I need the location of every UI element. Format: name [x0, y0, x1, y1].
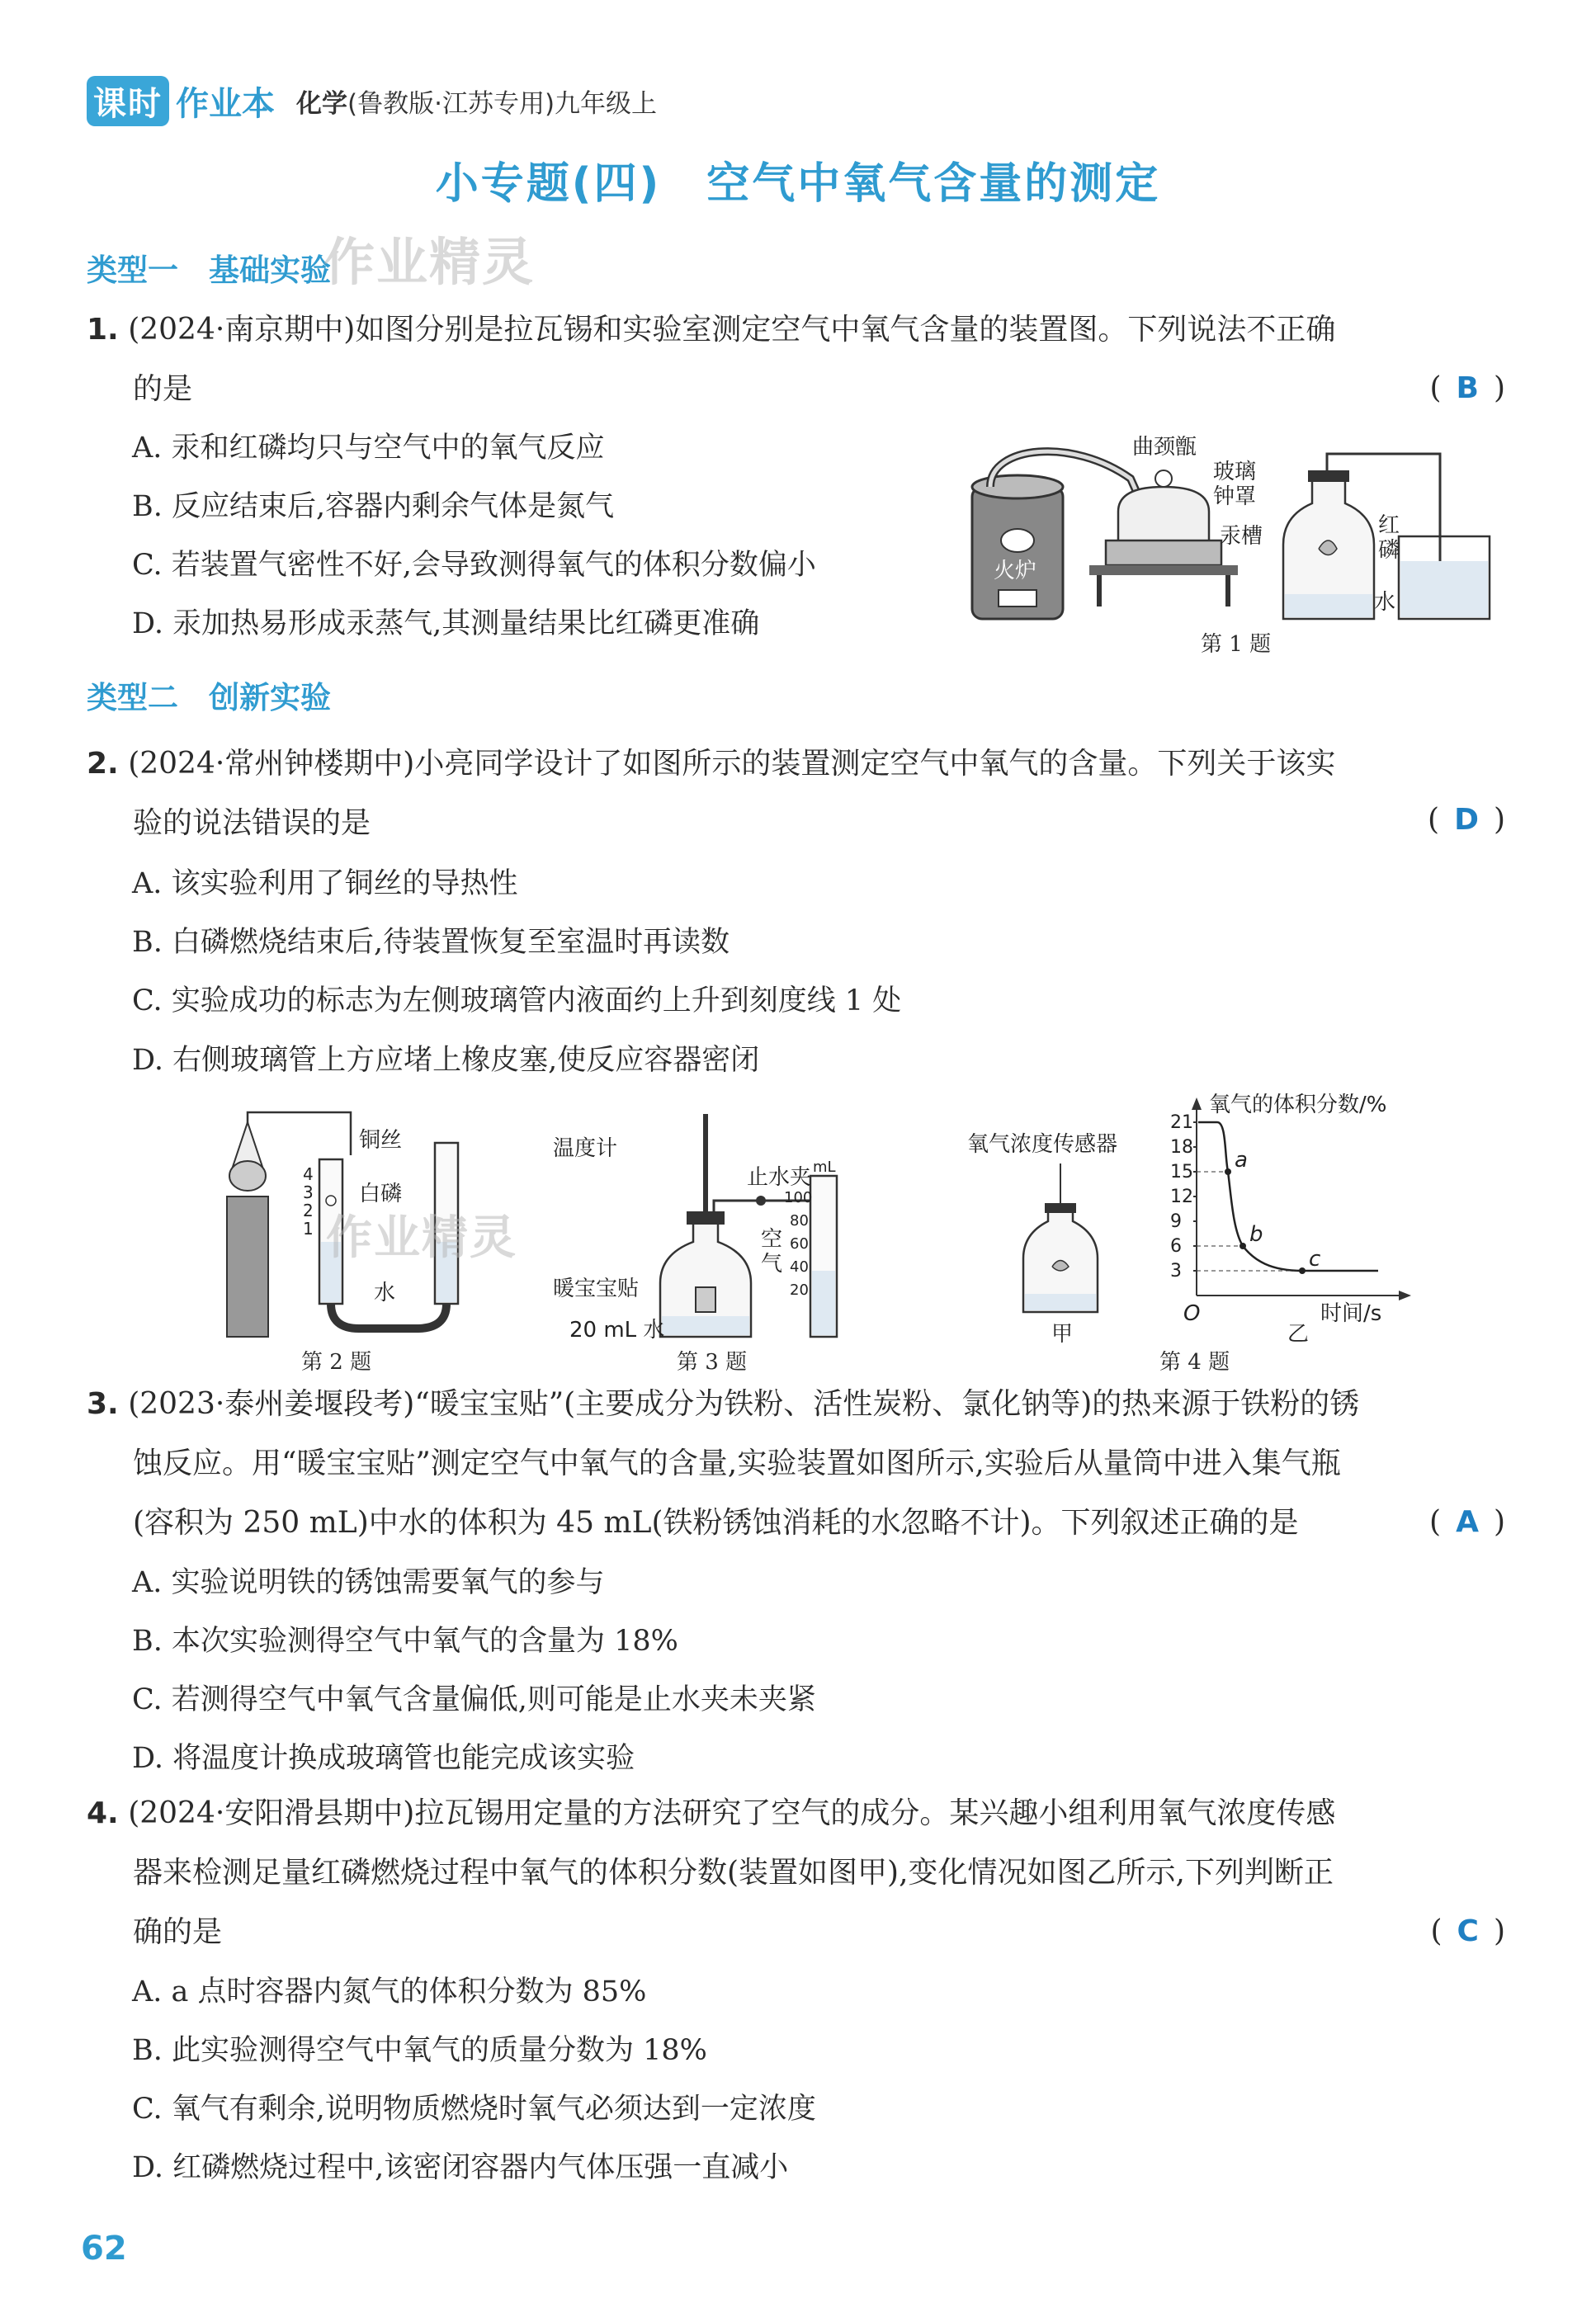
fig3-tick-100: 100 — [784, 1189, 813, 1206]
bell-jar-diagram — [1089, 435, 1263, 606]
fig3-water-label: 20 mL 水 — [569, 1318, 665, 1343]
fig1-phosphorus-label: 磷 — [1378, 538, 1400, 563]
option-3c: C. 若测得空气中氧气含量偏低,则可能是止水夹未夹紧 — [132, 1683, 816, 1716]
answer-3: ( A ) — [1429, 1505, 1505, 1539]
fig4-sensor-label: 氧气浓度传感器 — [967, 1132, 1118, 1157]
fig1-retort-label: 曲颈甑 — [1132, 435, 1197, 460]
option-3d: D. 将温度计换成玻璃管也能完成该实验 — [132, 1742, 635, 1775]
book-header — [87, 76, 657, 125]
option-2b: B. 白磷燃烧结束后,待装置恢复至室温时再读数 — [132, 926, 730, 959]
fig2-tick-3: 3 — [303, 1182, 314, 1202]
option-1d: D. 汞加热易形成汞蒸气,其测量结果比红磷更准确 — [132, 607, 760, 640]
chart-point-label-a: a — [1235, 1148, 1248, 1173]
fig4-sub-a: 甲 — [1051, 1322, 1074, 1345]
fig1-glass-label: 玻璃 — [1213, 460, 1257, 484]
fig2-phosphorus-label: 白磷 — [359, 1182, 403, 1206]
chart-point-b — [1239, 1243, 1246, 1249]
fig1-furnace-label: 火炉 — [994, 559, 1037, 583]
section-heading-1: 类型一 基础实验 — [87, 253, 331, 288]
fig3-unit: mL — [813, 1159, 836, 1176]
fig4-sub-b: 乙 — [1287, 1322, 1310, 1345]
option-3b: B. 本次实验测得空气中氧气的含量为 18% — [132, 1625, 678, 1658]
chart-y-tick-label: 9 — [1170, 1211, 1182, 1232]
chart-xlabel: 时间/s — [1320, 1301, 1382, 1326]
figure-3 — [545, 1106, 875, 1345]
chart-point-label-b: b — [1249, 1222, 1263, 1247]
option-4d: D. 红磷燃烧过程中,该密闭容器内气体压强一直减小 — [132, 2151, 789, 2184]
question-2: 2. (2024·常州钟楼期中)小亮同学设计了如图所示的装置测定空气中氧气的含量。下列关于该实 验的说法错误的是 — [87, 747, 1336, 840]
fig3-tick-20: 20 — [790, 1281, 809, 1299]
option-4c: C. 氧气有剩余,说明物质燃烧时氧气必须达到一定浓度 — [132, 2093, 816, 2126]
fig1-jar-label: 钟罩 — [1213, 484, 1257, 509]
option-1c: C. 若装置气密性不好,会导致测得氧气的体积分数偏小 — [132, 549, 816, 582]
chart-x-arrow — [1399, 1291, 1411, 1300]
answer-2: ( D ) — [1428, 803, 1505, 837]
option-2a: A. 该实验利用了铜丝的导热性 — [132, 867, 518, 900]
option-1b: B. 反应结束后,容器内剩余气体是氮气 — [132, 490, 615, 523]
answer-1: ( B ) — [1429, 371, 1505, 405]
fig3-tick-60: 60 — [790, 1235, 809, 1253]
fig3-air-label-1: 空 — [761, 1227, 783, 1252]
page-title: 小专题(四) 空气中氧气含量的测定 — [435, 159, 1161, 209]
fig1-water-label: 水 — [1374, 590, 1396, 615]
fig2-tick-2: 2 — [303, 1201, 314, 1220]
fig3-tick-40: 40 — [790, 1258, 809, 1276]
brand-logo — [87, 76, 275, 126]
question-4: 4. (2024·安阳滑县期中)拉瓦锡用定量的方法研究了空气的成分。某兴趣小组利用氧气浓度传感 器来检测足量红磷燃烧过程中氧气的体积分数(装置如图甲),变化情况如图乙所示,下列判断正 确的是 — [87, 1796, 1336, 1949]
fig3-clamp-label: 止水夹 — [747, 1165, 812, 1190]
watermark: 作业精灵 — [323, 232, 536, 292]
option-4a: A. a 点时容器内氮气的体积分数为 85% — [132, 1975, 647, 2008]
fig2-copper-label: 铜丝 — [359, 1128, 403, 1153]
fig3-warmer-label: 暖宝宝贴 — [553, 1277, 640, 1301]
chart-series-line — [1198, 1122, 1378, 1271]
phosphorus-bottle-diagram — [1283, 454, 1490, 619]
chart-point-label-c: c — [1309, 1247, 1321, 1272]
chart-y-tick-label: 6 — [1170, 1236, 1182, 1257]
figure-3-caption: 第 3 题 — [677, 1350, 748, 1375]
option-4b: B. 此实验测得空气中氧气的质量分数为 18% — [132, 2034, 707, 2067]
question-3: 3. (2023·泰州姜堰段考)“暖宝宝贴”(主要成分为铁粉、活性炭粉、氯化钠等)的热来源于铁粉的锈 蚀反应。用“暖宝宝贴”测定空气中氧气的含量,实验装置如图所示,实验后从量筒中进入集气瓶 (容积为 250 mL)中水的体积为 45 mL(铁粉锈蚀消耗的水忽略不计)。下列叙述正确的是 — [87, 1387, 1360, 1540]
figure-1 — [957, 429, 1518, 644]
question-1: 1. (2024·南京期中)如图分别是拉瓦锡和实验室测定空气中氧气含量的装置图。下列说法不正确 的是 — [87, 313, 1336, 406]
chart-y-tick-label: 18 — [1170, 1137, 1193, 1158]
chart-y-tick-label: 15 — [1170, 1162, 1193, 1182]
option-1a: A. 汞和红磷均只与空气中的氧气反应 — [132, 432, 605, 465]
logo-mark: 课时 — [87, 76, 169, 126]
answer-4: ( C ) — [1430, 1914, 1505, 1948]
page-number: 62 — [81, 2230, 127, 2268]
chart-point-c — [1299, 1267, 1306, 1274]
section-heading-2: 类型二 创新实验 — [87, 680, 331, 715]
fig1-trough-label: 汞槽 — [1220, 524, 1263, 549]
fig2-tick-4: 4 — [303, 1164, 314, 1184]
figure-4-apparatus — [966, 1106, 1155, 1345]
fig2-water-label: 水 — [374, 1281, 396, 1305]
book-subject: 化学(鲁教版·江苏专用)九年级上 — [296, 88, 658, 119]
chart-y-tick-label: 12 — [1170, 1187, 1193, 1207]
chart-origin: O — [1183, 1301, 1201, 1326]
figure-4-chart — [1164, 1093, 1436, 1345]
fig3-tick-80: 80 — [790, 1212, 809, 1230]
chart-y-tick-label: 3 — [1170, 1261, 1182, 1281]
option-2c: C. 实验成功的标志为左侧玻璃管内液面约上升到刻度线 1 处 — [132, 984, 902, 1017]
fig3-air-label-2: 气 — [761, 1252, 783, 1277]
chart-ylabel: 氧气的体积分数/% — [1209, 1093, 1387, 1117]
fig3-thermometer-label: 温度计 — [553, 1136, 618, 1161]
fig1-red-label: 红 — [1378, 513, 1400, 538]
option-3a: A. 实验说明铁的锈蚀需要氧气的参与 — [132, 1566, 605, 1599]
brand-name: 作业本 — [176, 84, 275, 123]
figure-4-caption: 第 4 题 — [1159, 1350, 1230, 1375]
watermark-2: 作业精灵 — [326, 1211, 517, 1265]
chart-point-a — [1225, 1168, 1231, 1175]
figure-2-caption: 第 2 题 — [301, 1350, 372, 1375]
fig2-tick-1: 1 — [303, 1219, 314, 1239]
figure-1-caption: 第 1 题 — [1201, 632, 1272, 657]
chart-y-tick-label: 21 — [1170, 1112, 1193, 1133]
chart-y-arrow — [1192, 1097, 1202, 1110]
option-2d: D. 右侧玻璃管上方应堵上橡皮塞,使反应容器密闭 — [132, 1044, 760, 1077]
